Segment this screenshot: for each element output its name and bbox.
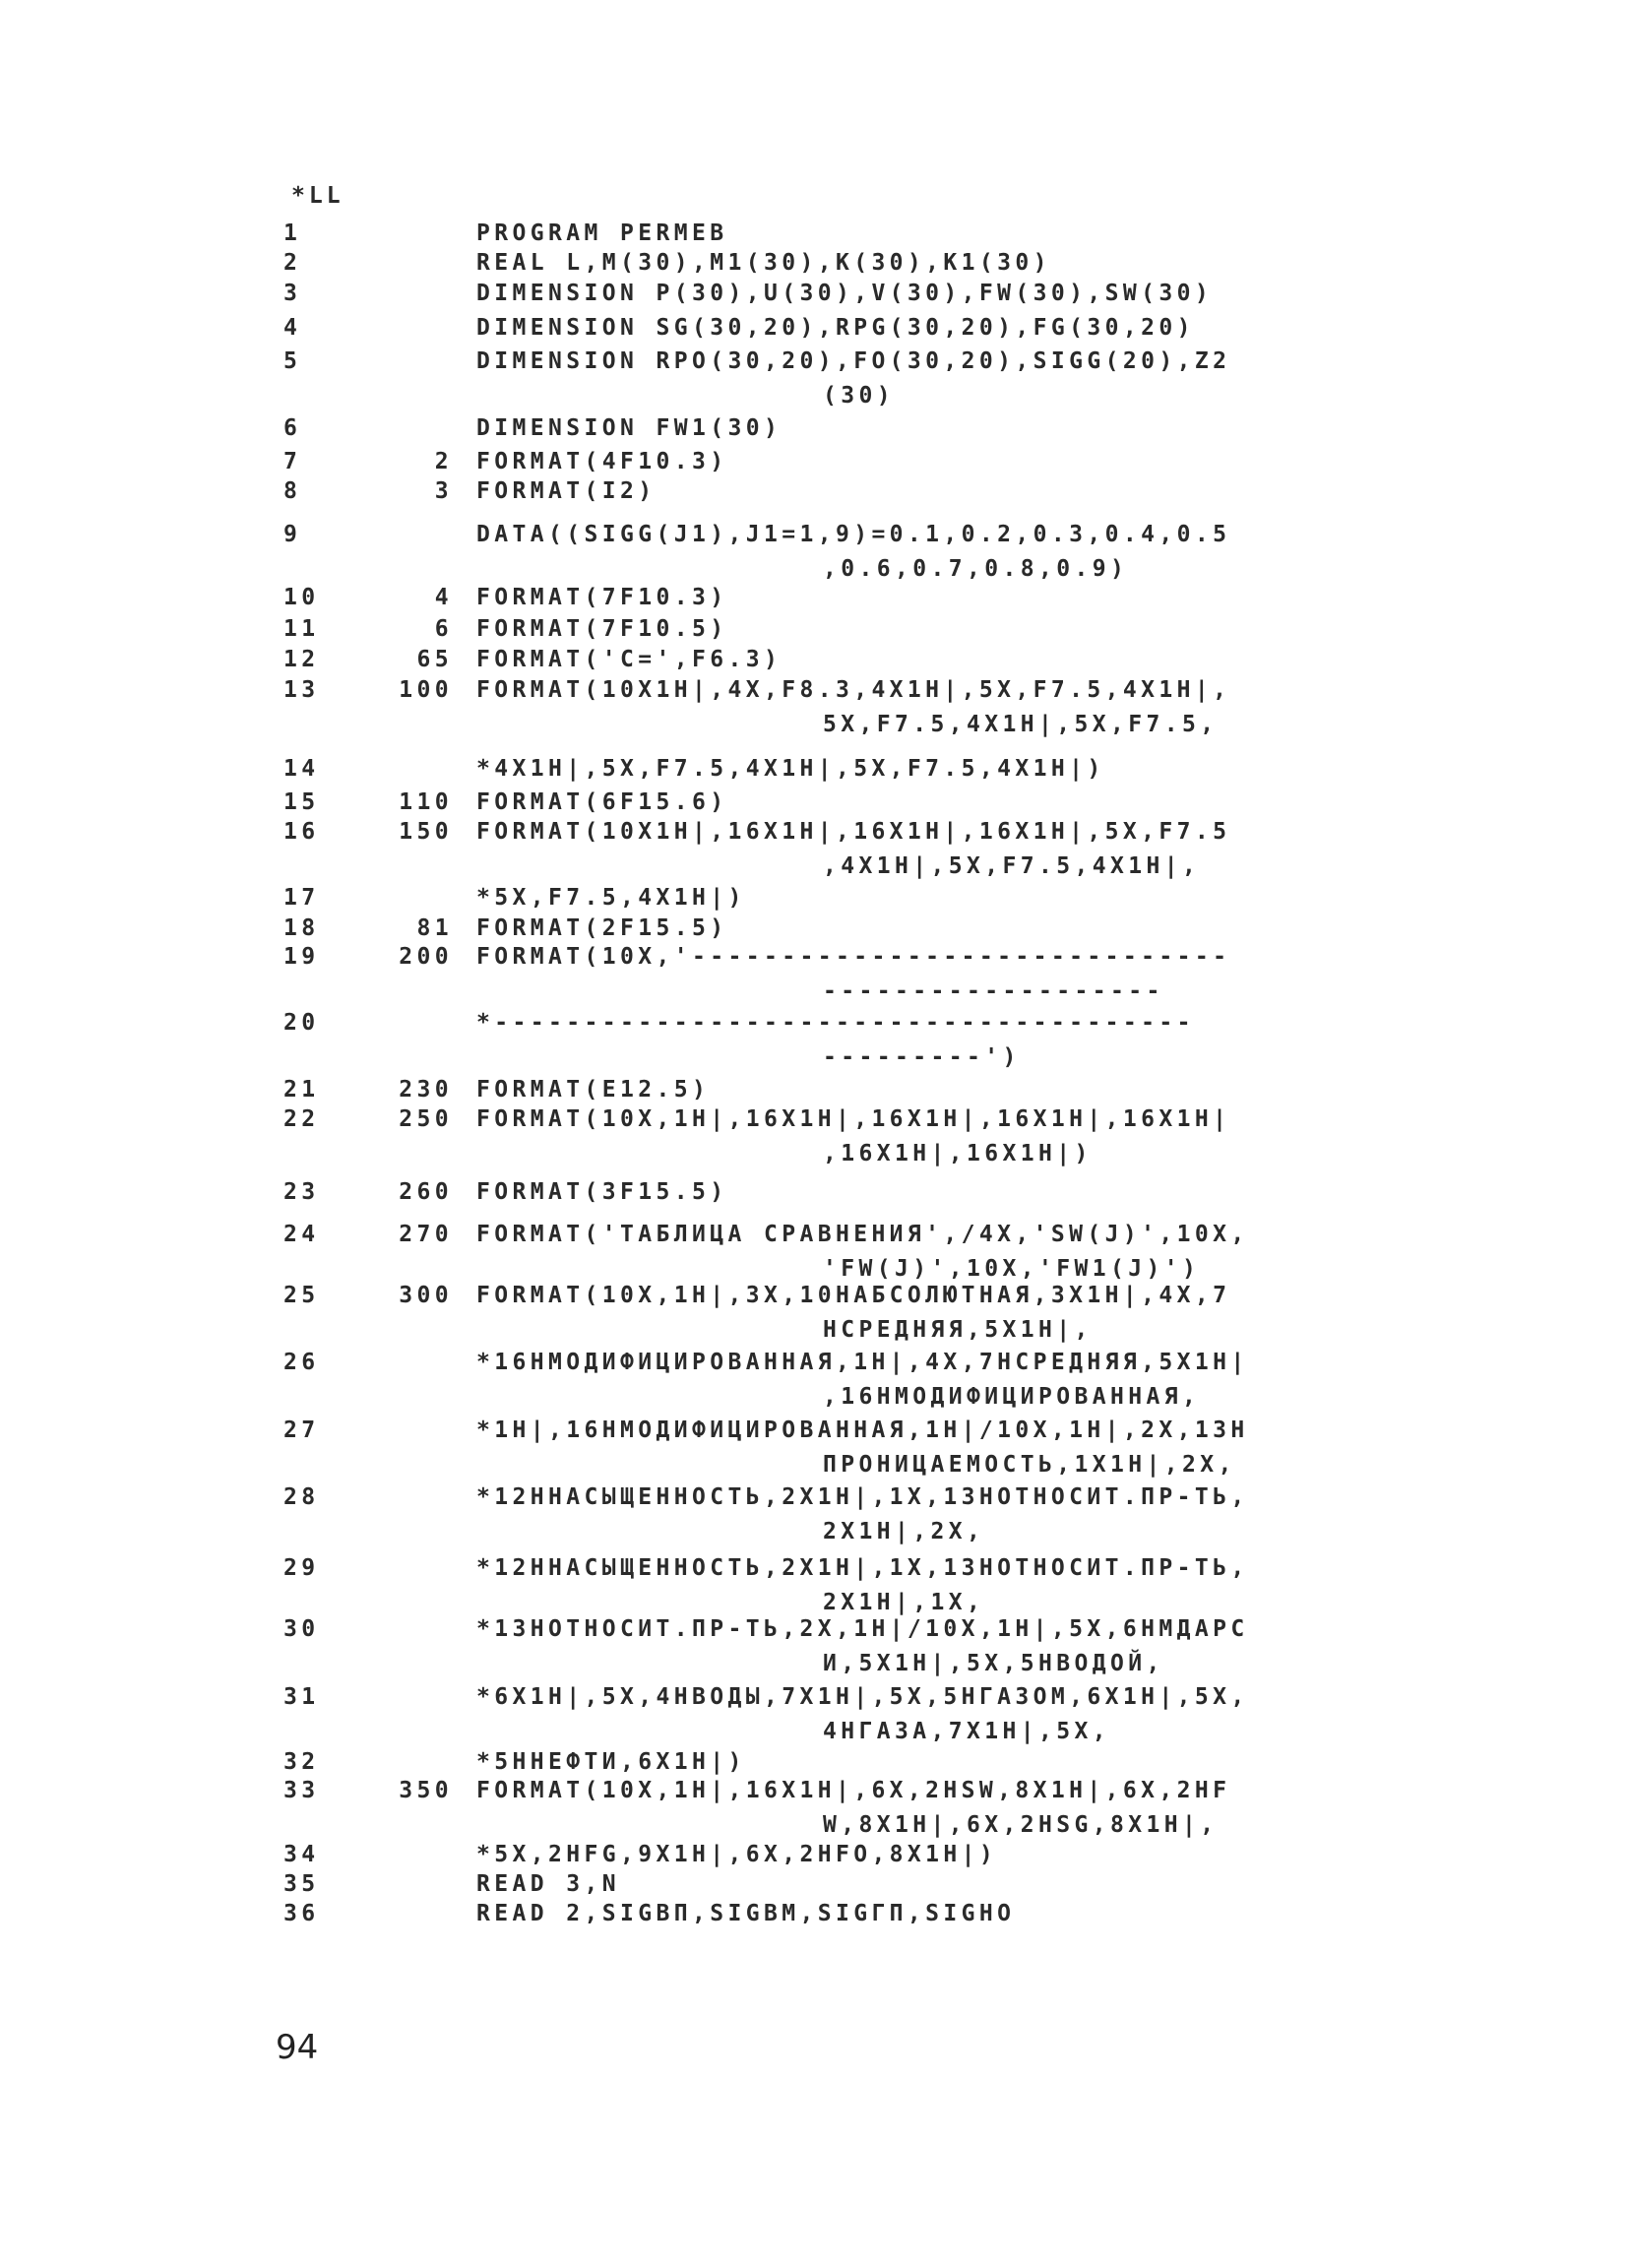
code-statement: *5X,F7.5,4X1H|) [476, 885, 746, 911]
line-number: 1 [283, 220, 302, 246]
code-continuation: 4НГАЗА,7X1H|,5X, [823, 1719, 1110, 1744]
statement-label: 3 [434, 478, 453, 504]
code-continuation: НСРЕДНЯЯ,5X1H|, [823, 1317, 1093, 1343]
code-statement: REAL L,M(30),M1(30),K(30),K1(30) [476, 250, 1051, 276]
line-number: 5 [283, 348, 302, 374]
code-statement: FORMAT(3F15.5) [476, 1179, 728, 1205]
code-statement: *13НОТНОСИТ.ПР-ТЬ,2X,1H|/10X,1H|,5X,6НМДАРС [476, 1616, 1249, 1642]
code-statement: DIMENSION SG(30,20),RPG(30,20),FG(30,20) [476, 315, 1195, 341]
code-continuation: ,16НМОДИФИЦИРОВАННАЯ, [823, 1384, 1201, 1410]
code-continuation: ------------------- [823, 978, 1164, 1004]
code-statement: FORMAT(10X1H|,16X1H|,16X1H|,16X1H|,5X,F7.5 [476, 819, 1231, 845]
line-number: 10 [283, 585, 320, 610]
statement-label: 300 [399, 1283, 453, 1308]
code-continuation: ПРОНИЦАЕМОСТЬ,1X1H|,2X, [823, 1452, 1236, 1478]
statement-label: 4 [434, 585, 453, 610]
statement-label: 230 [399, 1077, 453, 1102]
code-statement: FORMAT(6F15.6) [476, 789, 728, 815]
code-statement: *12ННАСЫЩЕННОСТЬ,2X1H|,1X,13НОТНОСИТ.ПР-ТЬ, [476, 1555, 1249, 1581]
line-number: 19 [283, 944, 320, 970]
code-statement: DIMENSION FW1(30) [476, 415, 783, 441]
statement-label: 200 [399, 944, 453, 970]
line-number: 15 [283, 789, 320, 815]
code-statement: DATA((SIGG(J1),J1=1,9)=0.1,0.2,0.3,0.4,0.5 [476, 522, 1231, 547]
code-statement: PROGRAM PERMEB [476, 220, 728, 246]
code-statement: *16НМОДИФИЦИРОВАННАЯ,1H|,4X,7НСРЕДНЯЯ,5X1H| [476, 1350, 1249, 1375]
line-number: 16 [283, 819, 320, 845]
statement-label: 2 [434, 449, 453, 474]
page-number: 94 [276, 2028, 319, 2067]
line-number: 2 [283, 250, 302, 276]
line-number: 9 [283, 522, 302, 547]
code-statement: READ 3,N [476, 1871, 620, 1897]
statement-label: 110 [399, 789, 453, 815]
statement-label: 270 [399, 1222, 453, 1247]
statement-label: 6 [434, 616, 453, 642]
line-number: 34 [283, 1842, 320, 1867]
line-number: 23 [283, 1179, 320, 1205]
line-number: 29 [283, 1555, 320, 1581]
line-number: 18 [283, 915, 320, 941]
line-number: 32 [283, 1749, 320, 1775]
code-continuation: 2X1H|,1X, [823, 1590, 985, 1615]
line-number: 30 [283, 1616, 320, 1642]
line-number: 20 [283, 1010, 320, 1036]
line-number: 27 [283, 1418, 320, 1443]
line-number: 28 [283, 1484, 320, 1510]
line-number: 13 [283, 677, 320, 703]
line-number: 22 [283, 1106, 320, 1132]
code-statement: *4X1H|,5X,F7.5,4X1H|,5X,F7.5,4X1H|) [476, 756, 1105, 782]
line-number: 12 [283, 647, 320, 672]
code-statement: *6X1H|,5X,4НВОДЫ,7X1H|,5X,5НГАЗОМ,6X1H|,5X, [476, 1684, 1249, 1710]
line-number: 6 [283, 415, 302, 441]
statement-label: 260 [399, 1179, 453, 1205]
code-continuation: 'FW(J)',10X,'FW1(J)') [823, 1256, 1201, 1282]
line-number: 14 [283, 756, 320, 782]
code-continuation: 2X1H|,2X, [823, 1519, 985, 1544]
line-number: 11 [283, 616, 320, 642]
code-statement: FORMAT(7F10.5) [476, 616, 728, 642]
line-number: 25 [283, 1283, 320, 1308]
listing-header: *LL [291, 183, 344, 209]
line-number: 4 [283, 315, 302, 341]
line-number: 31 [283, 1684, 320, 1710]
code-continuation: ,0.6,0.7,0.8,0.9) [823, 556, 1129, 582]
code-statement: *--------------------------------------- [476, 1010, 1195, 1036]
code-statement: FORMAT(10X,1H|,3X,10НАБСОЛЮТНАЯ,3X1H|,4X,7 [476, 1283, 1231, 1308]
line-number: 17 [283, 885, 320, 911]
code-statement: DIMENSION P(30),U(30),V(30),FW(30),SW(30) [476, 281, 1214, 306]
code-statement: FORMAT(4F10.3) [476, 449, 728, 474]
code-continuation: ---------') [823, 1044, 1021, 1070]
code-statement: DIMENSION RPO(30,20),FO(30,20),SIGG(20),Z2 [476, 348, 1231, 374]
code-statement: FORMAT('ТАБЛИЦА СРАВНЕНИЯ',/4X,'SW(J)',10X, [476, 1222, 1249, 1247]
code-statement: FORMAT(2F15.5) [476, 915, 728, 941]
code-statement: *5ННЕФТИ,6X1H|) [476, 1749, 746, 1775]
code-statement: READ 2,SIGBП,SIGBM,SIGГП,SIGHO [476, 1901, 1016, 1926]
line-number: 33 [283, 1778, 320, 1803]
line-number: 3 [283, 281, 302, 306]
code-continuation: (30) [823, 383, 895, 409]
line-number: 21 [283, 1077, 320, 1102]
code-statement: FORMAT(7F10.3) [476, 585, 728, 610]
line-number: 8 [283, 478, 302, 504]
statement-label: 100 [399, 677, 453, 703]
code-continuation: И,5X1H|,5X,5НВОДОЙ, [823, 1651, 1164, 1676]
code-statement: FORMAT(10X,1H|,16X1H|,6X,2HSW,8X1H|,6X,2HF [476, 1778, 1231, 1803]
code-statement: FORMAT(10X,1H|,16X1H|,16X1H|,16X1H|,16X1H| [476, 1106, 1231, 1132]
code-statement: FORMAT(10X,'------------------------------ [476, 944, 1231, 970]
line-number: 26 [283, 1350, 320, 1375]
code-statement: FORMAT(I2) [476, 478, 657, 504]
code-continuation: 5X,F7.5,4X1H|,5X,F7.5, [823, 712, 1219, 737]
code-statement: *1H|,16НМОДИФИЦИРОВАННАЯ,1H|/10X,1H|,2X,13H [476, 1418, 1249, 1443]
code-statement: *12ННАСЫЩЕННОСТЬ,2X1H|,1X,13НОТНОСИТ.ПР-ТЬ, [476, 1484, 1249, 1510]
code-continuation: ,4X1H|,5X,F7.5,4X1H|, [823, 853, 1201, 879]
statement-label: 250 [399, 1106, 453, 1132]
line-number: 36 [283, 1901, 320, 1926]
statement-label: 65 [416, 647, 453, 672]
code-statement: FORMAT('C=',F6.3) [476, 647, 783, 672]
line-number: 7 [283, 449, 302, 474]
code-continuation: ,16X1H|,16X1H|) [823, 1141, 1093, 1166]
statement-label: 81 [416, 915, 453, 941]
statement-label: 150 [399, 819, 453, 845]
line-number: 24 [283, 1222, 320, 1247]
statement-label: 350 [399, 1778, 453, 1803]
code-continuation: W,8X1H|,6X,2HSG,8X1H|, [823, 1812, 1219, 1838]
line-number: 35 [283, 1871, 320, 1897]
code-statement: *5X,2HFG,9X1H|,6X,2HFO,8X1H|) [476, 1842, 998, 1867]
code-statement: FORMAT(E12.5) [476, 1077, 711, 1102]
code-statement: FORMAT(10X1H|,4X,F8.3,4X1H|,5X,F7.5,4X1H|, [476, 677, 1231, 703]
